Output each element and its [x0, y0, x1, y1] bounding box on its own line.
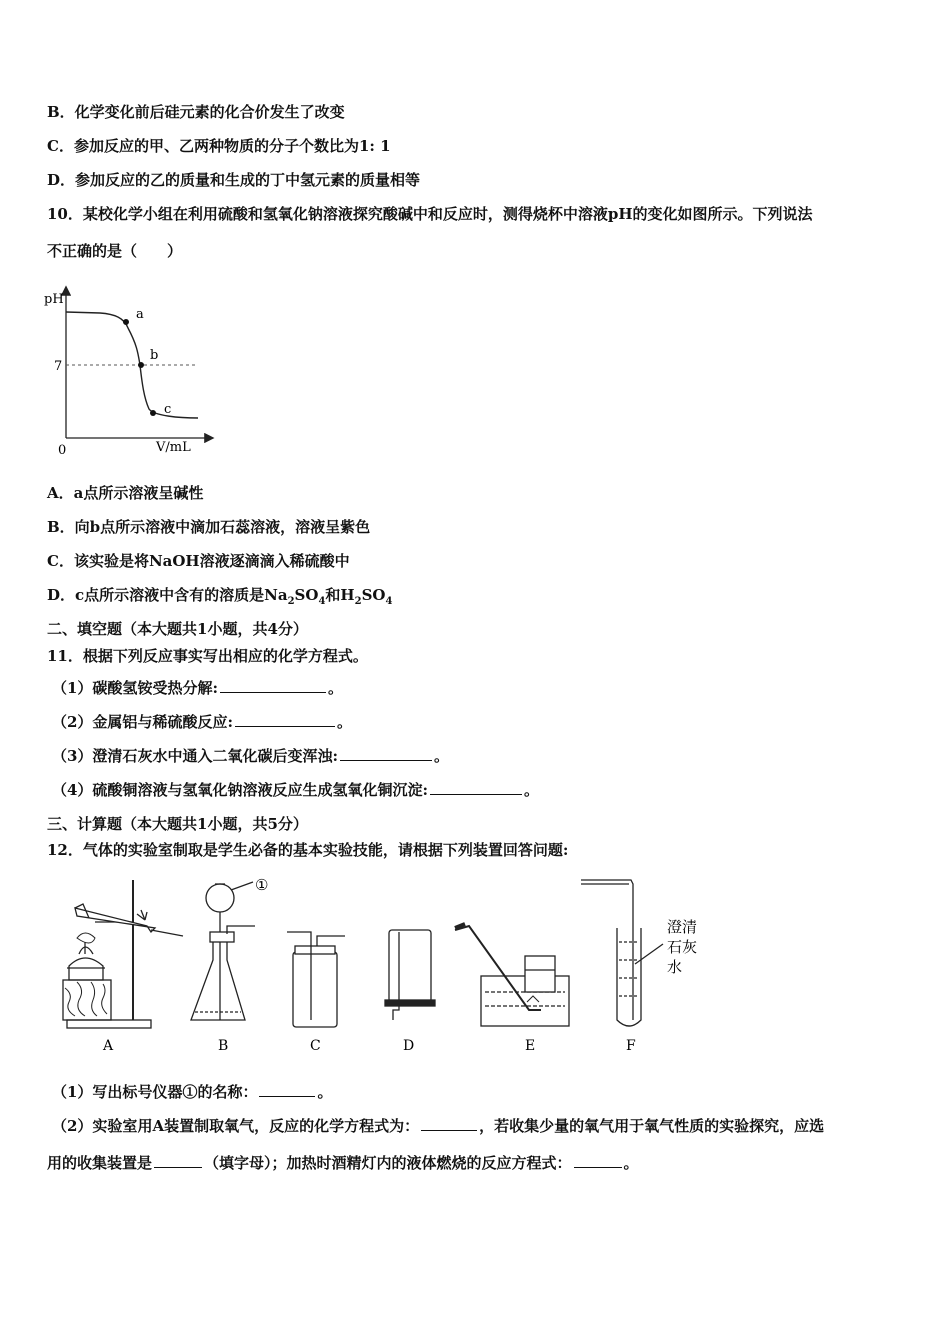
q10-stem-line1: 10．某校化学小组在利用硫酸和氢氧化钠溶液探究酸碱中和反应时，测得烧杯中溶液pH的变化如图所示。下列说法 [47, 205, 813, 223]
point-c [150, 410, 156, 416]
y-axis-label: pH [44, 292, 64, 307]
q10-option-d: D．c点所示溶液中含有的溶质是$Na_2SO_4$和$H_2SO_4$ [47, 586, 393, 607]
q12-part1: （1）写出标号仪器①的名称： 。 [52, 1083, 333, 1101]
q12-part2-line1: （2）实验室用A装置制取氧气，反应的化学方程式为： ，若收集少量的氧气用于氧气性质的实验探究，应选 [52, 1117, 825, 1135]
apparatus-f [581, 880, 663, 1026]
origin-label: 0 [58, 443, 67, 458]
q10-option-b: B．向b点所示溶液中滴加石蕊溶液，溶液呈紫色 [47, 518, 371, 536]
label-b: B [218, 1038, 229, 1054]
q10-option-c: C．该实验是将NaOH溶液逐滴滴入稀硫酸中 [47, 552, 350, 570]
point-b [138, 362, 144, 368]
q9-option-b: B．化学变化前后硅元素的化合价发生了改变 [47, 103, 345, 121]
point-a [123, 319, 129, 325]
label-f: F [626, 1038, 636, 1054]
section2-heading: 二、填空题（本大题共1小题，共4分） [47, 620, 308, 638]
q12-stem: 12．气体的实验室制取是学生必备的基本实验技能，请根据下列装置回答问题: [47, 841, 569, 859]
apparatus-b [191, 882, 255, 1020]
q11-part3: （3）澄清石灰水中通入二氧化碳后变浑浊: 。 [52, 747, 449, 765]
answer-blank[interactable] [340, 746, 432, 761]
apparatus-d [385, 930, 435, 1020]
q11-stem: 11．根据下列反应事实写出相应的化学方程式。 [47, 647, 368, 665]
label-d: D [403, 1038, 415, 1054]
answer-blank[interactable] [154, 1153, 202, 1168]
section3-heading: 三、计算题（本大题共1小题，共5分） [47, 815, 308, 833]
point-b-label: b [150, 348, 159, 363]
answer-blank[interactable] [235, 712, 335, 727]
apparatus-figure [55, 870, 715, 1060]
q10-stem-line2: 不正确的是（ ） [47, 242, 183, 260]
answer-blank[interactable] [259, 1082, 315, 1097]
label-e: E [525, 1038, 536, 1054]
q9-option-c: C．参加反应的甲、乙两种物质的分子个数比为1: 1 [47, 137, 391, 155]
q11-part4: （4）硫酸铜溶液与氢氧化钠溶液反应生成氢氧化铜沉淀: 。 [52, 781, 539, 799]
y-tick-7: 7 [54, 359, 63, 374]
q12-part2-line2: 用的收集装置是 （填字母）；加热时酒精灯内的液体燃烧的反应方程式： 。 [47, 1154, 639, 1172]
point-a-label: a [136, 307, 144, 322]
limewater-label-1: 澄清 [667, 918, 698, 936]
answer-blank[interactable] [421, 1116, 477, 1131]
limewater-label-3: 水 [667, 958, 683, 976]
marker-1: ① [255, 876, 269, 894]
q11-part1: （1）碳酸氢铵受热分解: 。 [52, 679, 343, 697]
label-a: A [103, 1038, 114, 1054]
limewater-label-2: 石灰 [667, 938, 698, 956]
ph-curve-chart [40, 283, 225, 463]
answer-blank[interactable] [430, 780, 522, 795]
apparatus-a [63, 880, 183, 1028]
x-axis-label: V/mL [156, 440, 191, 455]
apparatus-e [455, 924, 569, 1026]
apparatus-c [287, 932, 345, 1027]
q10-option-a: A．a点所示溶液呈碱性 [47, 484, 204, 502]
point-c-label: c [164, 402, 172, 417]
q11-part2: （2）金属铝与稀硫酸反应: 。 [52, 713, 352, 731]
label-c: C [310, 1038, 321, 1054]
answer-blank[interactable] [220, 678, 326, 693]
answer-blank[interactable] [574, 1153, 622, 1168]
q9-option-d: D．参加反应的乙的质量和生成的丁中氢元素的质量相等 [47, 171, 421, 189]
